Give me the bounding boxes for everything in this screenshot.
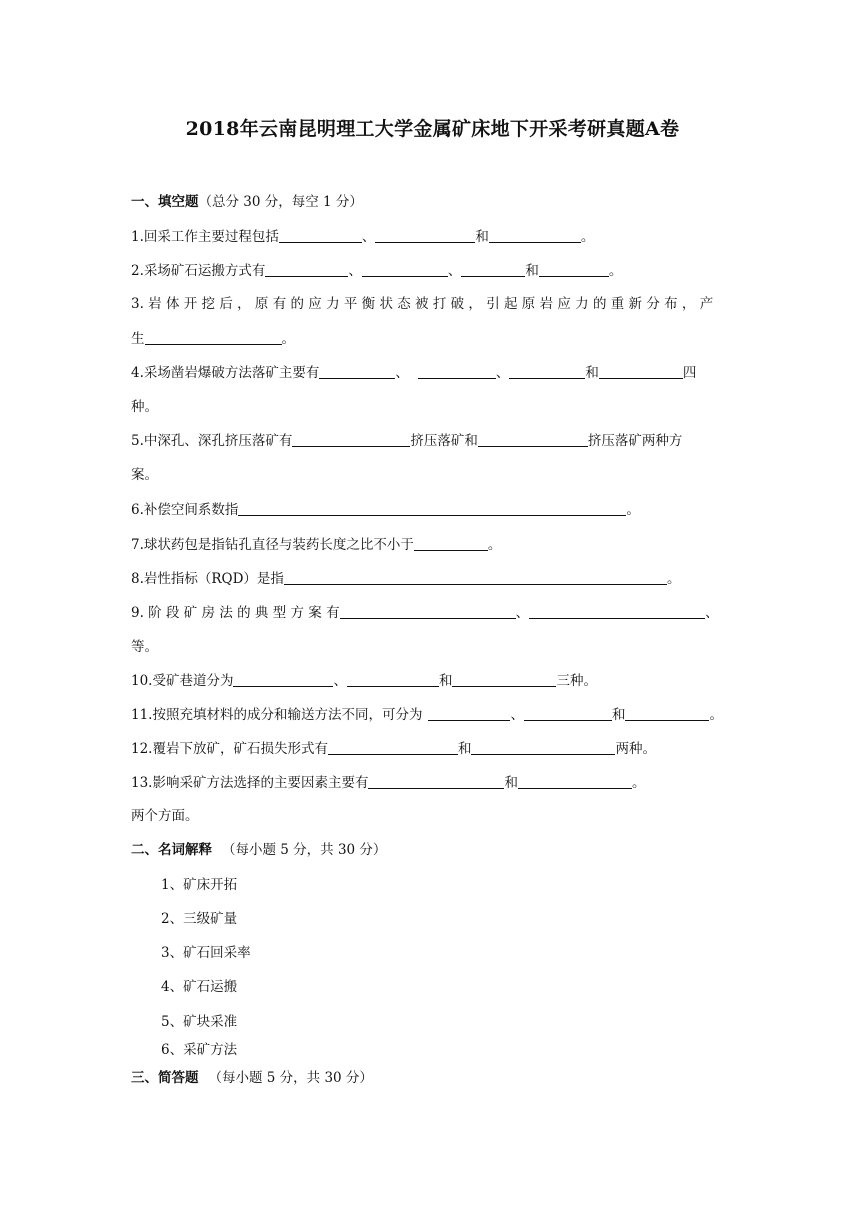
q6-end: 。	[626, 502, 640, 518]
q11-sep: 、	[510, 707, 524, 723]
answer-blank[interactable]	[529, 604, 705, 619]
q9-sep: 、	[515, 605, 530, 621]
q12-text: 12.覆岩下放矿，矿石损失形式有	[131, 741, 328, 757]
q10-end: 三种。	[556, 673, 597, 689]
section-2-title: 二、名词解释	[131, 842, 212, 858]
section-1-title: 一、填空题	[131, 194, 199, 210]
section-1-note: （总分 30 分，每空 1 分）	[198, 194, 363, 210]
question-9-cont	[131, 637, 158, 657]
answer-blank[interactable]	[238, 501, 626, 516]
q13-text: 13.影响采矿方法选择的主要因素主要有	[131, 775, 369, 791]
question-5	[131, 431, 682, 451]
question-3	[131, 294, 713, 314]
answer-blank[interactable]	[625, 706, 709, 721]
answer-blank[interactable]	[362, 262, 448, 277]
q5-mid: 挤压落矿和	[410, 433, 478, 449]
question-3-cont	[131, 329, 295, 349]
term-item: 5、矿块采准	[161, 1014, 238, 1030]
q9-text-cont: 等。	[131, 639, 158, 655]
term-item: 1、矿床开拓	[161, 877, 238, 893]
q8-end: 。	[666, 571, 681, 587]
question-7	[131, 535, 501, 555]
q5-end: 挤压落矿两种方	[587, 433, 683, 449]
q4-text: 4.采场凿岩爆破方法落矿主要有	[131, 365, 320, 381]
q12-and: 和	[457, 741, 472, 757]
question-5-cont	[131, 465, 158, 485]
q10-sep: 、	[333, 673, 347, 689]
term-item: 6、采矿方法	[161, 1042, 238, 1058]
q7-text: 7.球状药包是指钻孔直径与装药长度之比不小于	[131, 537, 414, 553]
answer-blank[interactable]	[145, 330, 282, 345]
answer-blank[interactable]	[509, 364, 585, 379]
q4-end: 四	[682, 365, 697, 381]
answer-blank[interactable]	[279, 228, 362, 243]
q9-sep: 、	[705, 605, 719, 621]
answer-blank[interactable]	[418, 364, 496, 379]
answer-blank[interactable]	[471, 740, 615, 755]
q13-text-cont: 两个方面。	[131, 808, 199, 824]
answer-blank[interactable]	[414, 536, 488, 551]
q4-and: 和	[585, 365, 599, 381]
answer-blank[interactable]	[452, 672, 556, 687]
answer-blank[interactable]	[265, 262, 348, 277]
term-item: 4、矿石运搬	[161, 979, 238, 995]
question-13	[131, 773, 645, 793]
q11-and: 和	[611, 707, 626, 723]
answer-blank[interactable]	[319, 364, 395, 379]
section-2-note: （每小题 5 分，共 30 分）	[222, 842, 387, 858]
answer-blank[interactable]	[524, 706, 612, 721]
answer-blank[interactable]	[368, 774, 504, 789]
answer-blank[interactable]	[518, 774, 632, 789]
q2-and: 和	[525, 263, 539, 279]
q1-and: 和	[475, 229, 489, 245]
q3-end: 。	[281, 331, 295, 347]
section-1-heading	[131, 192, 363, 212]
question-6	[131, 500, 640, 520]
question-10	[131, 671, 597, 691]
question-12	[131, 739, 656, 759]
question-11	[131, 705, 723, 725]
question-8	[131, 569, 680, 589]
question-9	[131, 603, 719, 623]
q13-end: 。	[631, 775, 646, 791]
answer-blank[interactable]	[478, 432, 588, 447]
q1-end: 。	[580, 229, 595, 245]
q2-sep: 、	[447, 263, 462, 279]
q2-sep: 、	[348, 263, 362, 279]
section-2-heading	[131, 840, 386, 860]
q7-end: 。	[487, 537, 502, 553]
answer-blank[interactable]	[292, 432, 410, 447]
question-4-cont	[131, 397, 158, 417]
section-3-heading	[131, 1068, 373, 1088]
q8-text: 8.岩性指标（RQD）是指	[131, 571, 284, 587]
answer-blank[interactable]	[284, 570, 667, 585]
answer-blank[interactable]	[428, 706, 510, 721]
answer-blank[interactable]	[328, 740, 458, 755]
question-13-cont	[131, 806, 199, 826]
q5-text: 5.中深孔、深孔挤压落矿有	[131, 433, 293, 449]
page-title: 2018年云南昆明理工大学金属矿床地下开采考研真题A卷	[185, 118, 680, 140]
q11-text: 11.按照充填材料的成分和输送方法不同，可分为	[131, 707, 423, 723]
answer-blank[interactable]	[599, 364, 683, 379]
answer-blank[interactable]	[347, 672, 439, 687]
question-4	[131, 363, 696, 383]
q4-sep: 、	[395, 365, 409, 381]
question-1	[131, 227, 594, 247]
term-item: 3、矿石回采率	[161, 945, 251, 961]
question-2	[131, 261, 622, 281]
q2-text: 2.采场矿石运搬方式有	[131, 263, 266, 279]
answer-blank[interactable]	[539, 262, 609, 277]
q3-text: 3. 岩 体 开 挖 后 ， 原 有 的 应 力 平 衡 状 态 被 打 破 ， 引 起 原 岩 应 力 的 重 新 分 布 ， 产	[131, 296, 714, 312]
q1-text: 1.回采工作主要过程包括	[131, 229, 279, 245]
q13-and: 和	[504, 775, 518, 791]
q11-end: 。	[709, 707, 723, 723]
q10-and: 和	[438, 673, 453, 689]
answer-blank[interactable]	[489, 228, 581, 243]
section-3-note: （每小题 5 分，共 30 分）	[208, 1070, 373, 1086]
term-item: 2、三级矿量	[161, 911, 238, 927]
q5-text-cont: 案。	[131, 467, 158, 483]
answer-blank[interactable]	[233, 672, 333, 687]
section-3-title: 三、简答题	[131, 1070, 199, 1086]
q12-end: 两种。	[615, 741, 656, 757]
q6-text: 6.补偿空间系数指	[131, 502, 239, 518]
q3-text-cont: 生	[131, 331, 145, 347]
q4-sep: 、	[495, 365, 510, 381]
q9-text: 9. 阶 段 矿 房 法 的 典 型 方 案 有	[131, 605, 340, 621]
q2-end: 。	[608, 263, 623, 279]
answer-blank[interactable]	[461, 262, 525, 277]
q1-sep: 、	[361, 229, 376, 245]
q10-text: 10.受矿巷道分为	[131, 673, 234, 689]
answer-blank[interactable]	[375, 228, 475, 243]
q4-text-cont: 种。	[131, 399, 158, 415]
answer-blank[interactable]	[340, 604, 516, 619]
